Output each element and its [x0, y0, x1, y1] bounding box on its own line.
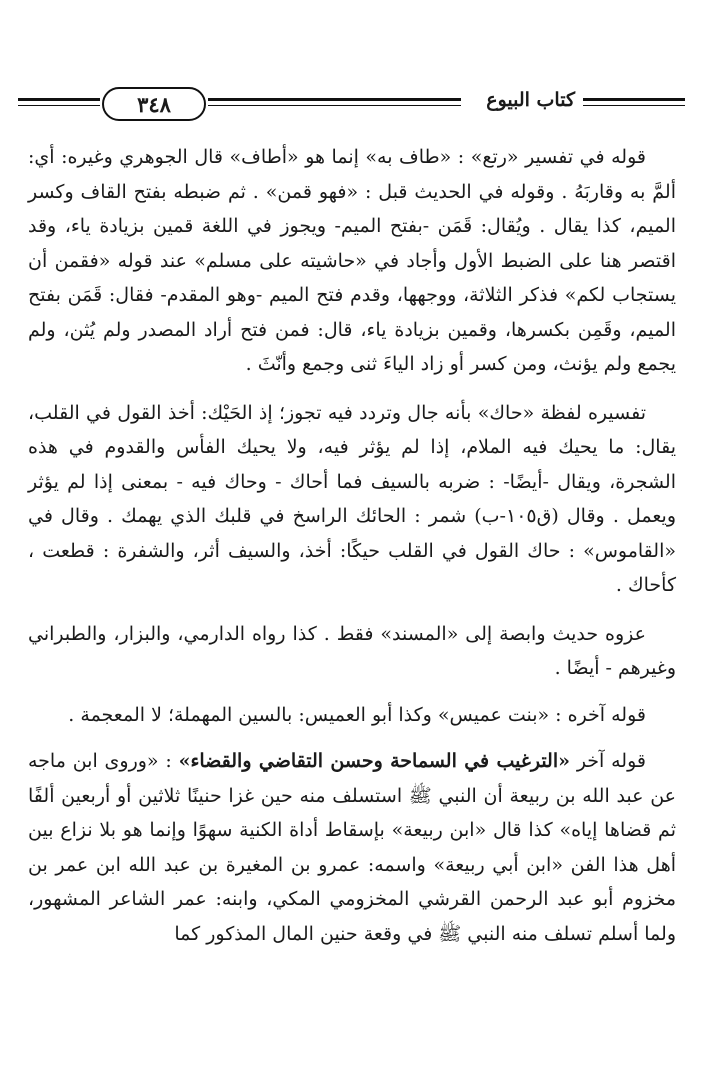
- header-rule-middle-thin: [208, 105, 461, 106]
- page-number: ٣٤٨: [102, 87, 206, 121]
- running-header: [18, 84, 685, 124]
- paragraph-rest: : «وروى ابن ماجه عن عبد الله بن ربيعة أن النبي ﷺ استسلف منه حين غزا حنينًا ثلاثين أو أربعين ألفًا ثم قضاها إياه» كذا قال «ابن ربيعة» بإسقاط أداة الكنية سهوًا وإنما هو بلا نزاع بين أهل هذا الفن «ابن أبي ربيعة» واسمه: عمرو بن المغيرة بن عبد الله ابن عمر بن مخزوم أبو عبد الرحمن القرشي المخزومي المكي، وابنه: عمر الشاعر المشهور، ولما أسلم تسلف منه النبي ﷺ في وقعة حنين المال المذكور كما: [28, 750, 676, 945]
- paragraph-wabisa: عزوه حديث وابصة إلى «المسند» فقط . كذا رواه الدارمي، والبزار، والطبراني وغيرهم - أيضًا .: [28, 622, 676, 679]
- paragraph-lead: قوله آخر: [570, 750, 646, 772]
- header-rule-middle: [208, 98, 461, 101]
- header-rule-right: [583, 98, 685, 101]
- header-rule-left-thin: [18, 105, 100, 106]
- header-rule-right-thin: [583, 105, 685, 106]
- paragraph-umays: قوله آخره : «بنت عميس» وكذا أبو العميس: بالسين المهملة؛ لا المعجمة .: [68, 703, 646, 726]
- header-rule-left: [18, 98, 100, 101]
- paragraph-targhib: [28, 744, 676, 951]
- book-title: كتاب البيوع: [486, 89, 575, 111]
- chapter-reference: «الترغيب في السماحة وحسن التقاضي والقضاء»: [178, 750, 571, 772]
- page-body: [28, 140, 676, 965]
- paragraph-qamin: قوله في تفسير «رتع» : «طاف به» إنما هو «أطاف» قال الجوهري وغيره: أي: ألمَّ به وقاربَهُ . وقوله في الحديث قبل : «فهو قمن» . ثم ضبطه بفتح القاف وكسر الميم، كذا يقال . ويُقال: قَمَن -بفتح الميم- ويجوز في اللغة قمين بزيادة ياء، وقد اقتصر هنا على الضبط الأول وأجاد في «حاشيته على مسلم» عند قوله «فقمن أن يستجاب لكم» فذكر الثلاثة، ووجهها، وقدم فتح الميم -وهو المقدم- فقال: قَمَن بفتح الميم، وقَمِن بكسرها، وقمين بزيادة ياء، قال: فمن فتح أراد المصدر ولم يُثن، ولم يجمع ولم يؤنث، ومن كسر أو زاد الياءَ ثنى وجمع وأنّثَ .: [28, 146, 676, 375]
- paragraph-hak: تفسيره لفظة «حاك» بأنه جال وتردد فيه تجوز؛ إذ الحَيْك: أخذ القول في القلب، يقال: ما يحيك فيه الملام، إذا لم يؤثر فيه، ولا يحيك الفأس والقدوم في هذه الشجرة، ويقال -أيضًا- : ضربه بالسيف فما أحاك - وحاك فيه - بمعنى إذا لم يؤثر ويعمل . وقال (ق١٠٥-ب) شمر : الحائك الراسخ في قلبك الذي يهمك . وقال في «القاموس» : حاك القول في القلب حيكًا: أخذ، والسيف أثر، والشفرة : قطعت ، كأحاك .: [28, 401, 676, 596]
